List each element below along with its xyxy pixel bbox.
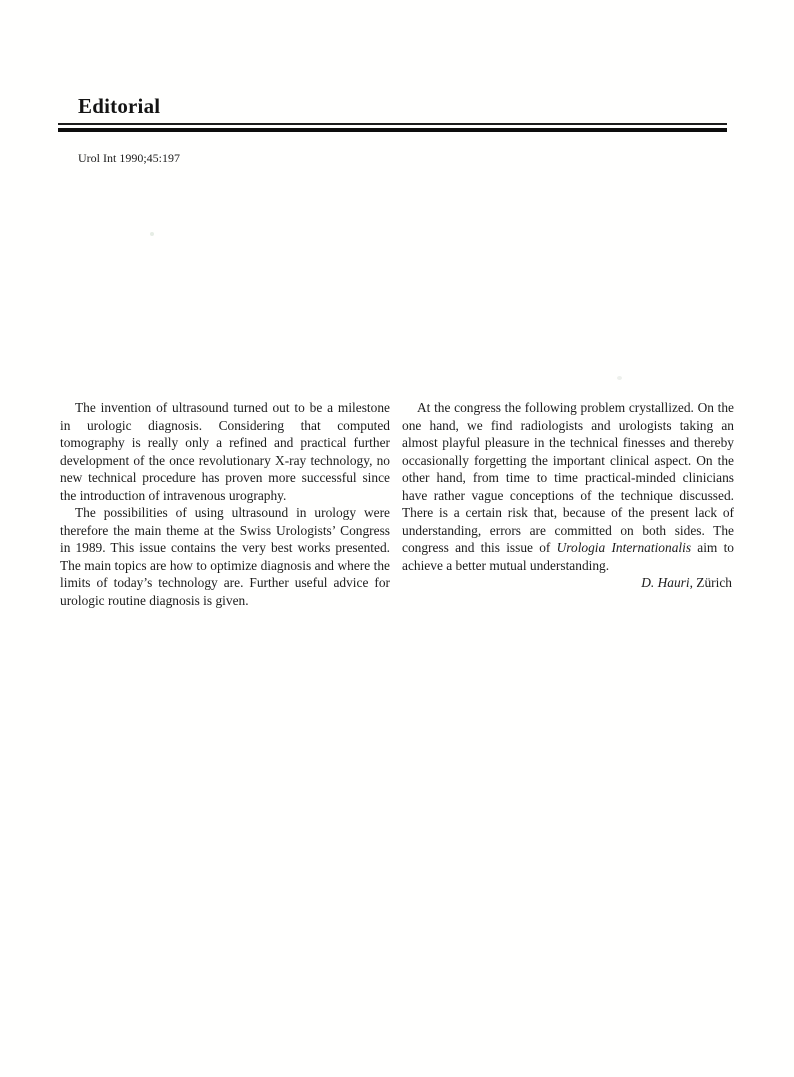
section-title: Editorial [78,94,161,118]
author-location: , Zürich [689,575,732,590]
scan-artifact [617,376,622,380]
journal-title-inline: Urologia Internationalis [556,540,692,555]
right-column [402,399,734,609]
paragraph [402,399,734,574]
paragraph-text: At the congress the following problem crystallized. On the one hand, we find radiologists and urologists taking an almost playful pleasure in the technical finesses and thereby occasionally forgetting the important clinical aspect. On the other hand, from time to time practical-minded clinicians have rather vague conceptions of the technique discussed. There is a certain risk that, because of the present lack of understanding, errors are committed on both sides. The congress and this issue of [402,400,734,555]
left-column [60,399,390,609]
journal-citation: Urol Int 1990;45:197 [78,151,180,165]
article-body [60,399,734,609]
paragraph: The invention of ultrasound turned out to be a milestone in urologic diagnosis. Considering that computed tomography is really only a refined and practical further development of the once revolutionary X-ray technology, no new technical procedure has proven more successful since the introduction of intravenous urography. [60,400,390,503]
author-name: D. Hauri [641,575,690,590]
rule-thick-line [58,128,727,132]
header-double-rule [58,123,727,132]
scan-artifact [150,232,154,236]
paragraph-text: aim to achieve a better mutual understanding. [402,540,734,573]
author-signature [402,574,734,592]
paragraph: The possibilities of using ultrasound in urology were therefore the main theme at the Swiss Urologists’ Congress in 1989. This issue contains the very best works presented. The main topics are how to optimize diagnosis and where the limits of today’s technology are. Further useful advice for urologic routine diagnosis is given. [60,505,390,608]
